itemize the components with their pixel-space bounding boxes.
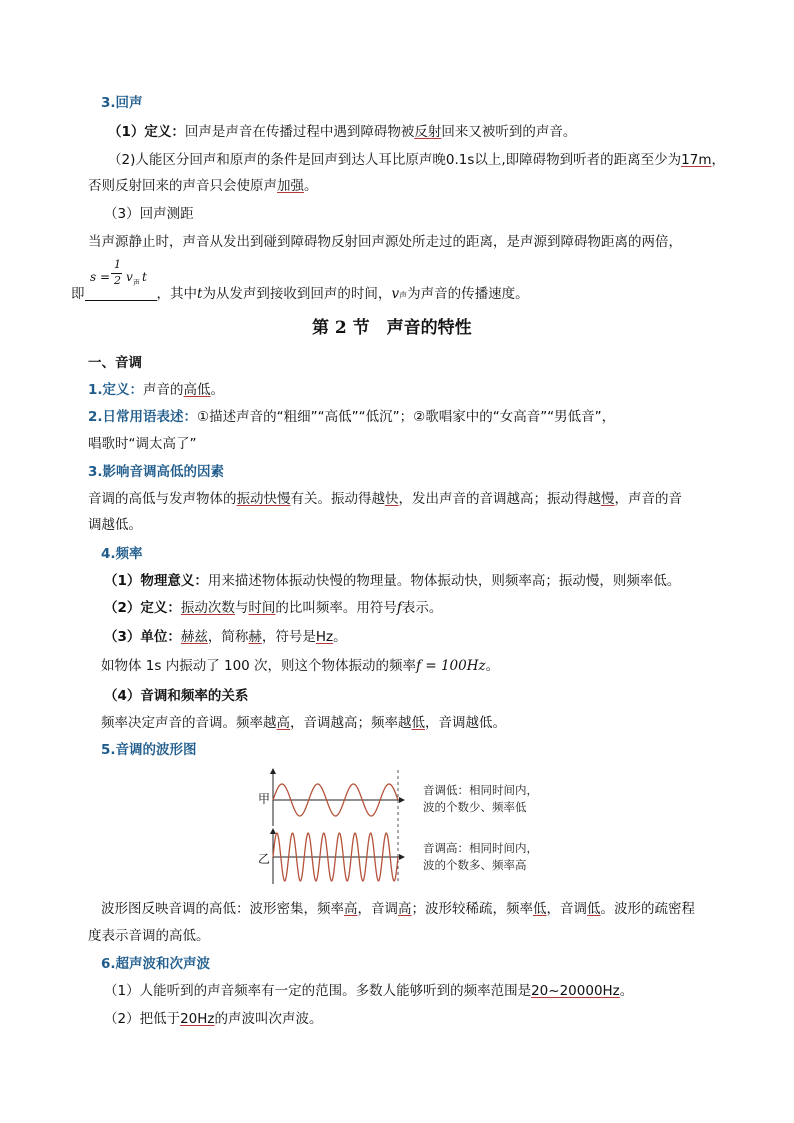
caption-jia: 音调低：相同时间内， 波的个数少、频率低 (423, 783, 538, 814)
freq-relation-label: （4）音调和频率的关系 (104, 688, 249, 704)
pitch-factor-line2: 调越低。 (88, 517, 142, 533)
arrow-jia-x (399, 797, 405, 803)
waveform-figure (255, 768, 555, 888)
echo-cond-key: 17m (681, 152, 712, 168)
ultra-line1: （1）人能听到的声音频率有一定的范围。多数人能够听到的频率范围是20~20000Hz。 (104, 983, 634, 999)
echo-formula: s = 1 2 v 声 t (90, 258, 147, 287)
label-jia: 甲 (258, 792, 271, 806)
pitch-heading: 一、音调 (88, 355, 142, 371)
pitch-expression-line2: 唱歌时“调太高了” (88, 436, 197, 452)
pitch-factor-heading: 3.影响音调高低的因素 (88, 464, 225, 480)
formula-blank (85, 286, 157, 301)
pitch-definition: 1.定义：声音的高低。 (88, 382, 225, 398)
arrow-yi-y (270, 828, 276, 834)
echo-def-label: （1）定义： (108, 124, 185, 140)
echo-measure-label: （3）回声测距 (104, 206, 194, 222)
waveform-heading: 5.音调的波形图 (101, 742, 197, 758)
label-yi: 乙 (258, 852, 271, 866)
ultra-heading: 6.超声波和次声波 (101, 956, 211, 972)
waveform-paragraph-line1: 波形图反映音调的高低：波形密集，频率高，音调高；波形较稀疏，频率低，音调低。波形的疏密程 (101, 901, 695, 917)
ultra-line2: （2）把低于20Hz的声波叫次声波。 (104, 1011, 323, 1027)
echo-measure-line2: 即 ，其中t为从发声到接收到回声的时间，v声为声音的传播速度。 (71, 286, 529, 302)
freq-heading: 4.频率 (101, 546, 143, 562)
echo-cond2-key: 加强 (277, 178, 304, 194)
pitch-expression: 2.日常用语表述：①描述声音的“粗细”“高低”“低沉”；②歌唱家中的“女高音”“男低音”， (88, 409, 616, 425)
waveform-paragraph-line2: 度表示音调的高低。 (88, 928, 210, 944)
echo-def-key: 反射 (414, 124, 442, 140)
freq-example: 如物体 1s 内振动了 100 次，则这个物体振动的频率f = 100Hz。 (101, 658, 500, 674)
pitch-factor-line1: 音调的高低与发声物体的振动快慢有关。振动得越快，发出声音的音调越高；振动得越慢，声音的音 (88, 491, 682, 507)
freq-definition: （2）定义：振动次数与时间的比叫频率。用符号f表示。 (104, 600, 443, 616)
arrow-yi-x (399, 854, 405, 860)
pitch-def-key: 高低 (183, 382, 211, 398)
echo-measure-text: 当声源静止时，声音从发出到碰到障碍物反射回声源处所走过的距离，是声源到障碍物距离的两倍， (88, 234, 682, 250)
echo-condition-line1: （2)人能区分回声和原声的条件是回声到达人耳比原声晚0.1s以上,即障碍物到听者的距离至少为17m， (108, 152, 725, 168)
section-title: 第 2 节 声音的特性 (312, 318, 472, 338)
arrow-jia-y (270, 768, 276, 774)
freq-relation: 频率决定声音的音调。频率越高，音调越高；频率越低，音调越低。 (101, 715, 506, 731)
echo-heading: 3.回声 (101, 95, 143, 111)
echo-def-text2: 回来又被听到的声音。 (441, 124, 577, 140)
echo-definition (108, 122, 576, 142)
freq-unit: （3）单位：赫兹，简称赫，符号是Hz。 (104, 629, 347, 645)
echo-condition-line2: 否则反射回来的声音只会使原声加强。 (88, 178, 318, 194)
freq-meaning: （1）物理意义：用来描述物体振动快慢的物理量。物体振动快，则频率高；振动慢，则频率低。 (104, 573, 681, 589)
caption-yi: 音调高：相同时间内， 波的个数多、频率高 (423, 841, 538, 872)
echo-def-text: 回声是声音在传播过程中遇到障碍物被 (184, 124, 415, 140)
